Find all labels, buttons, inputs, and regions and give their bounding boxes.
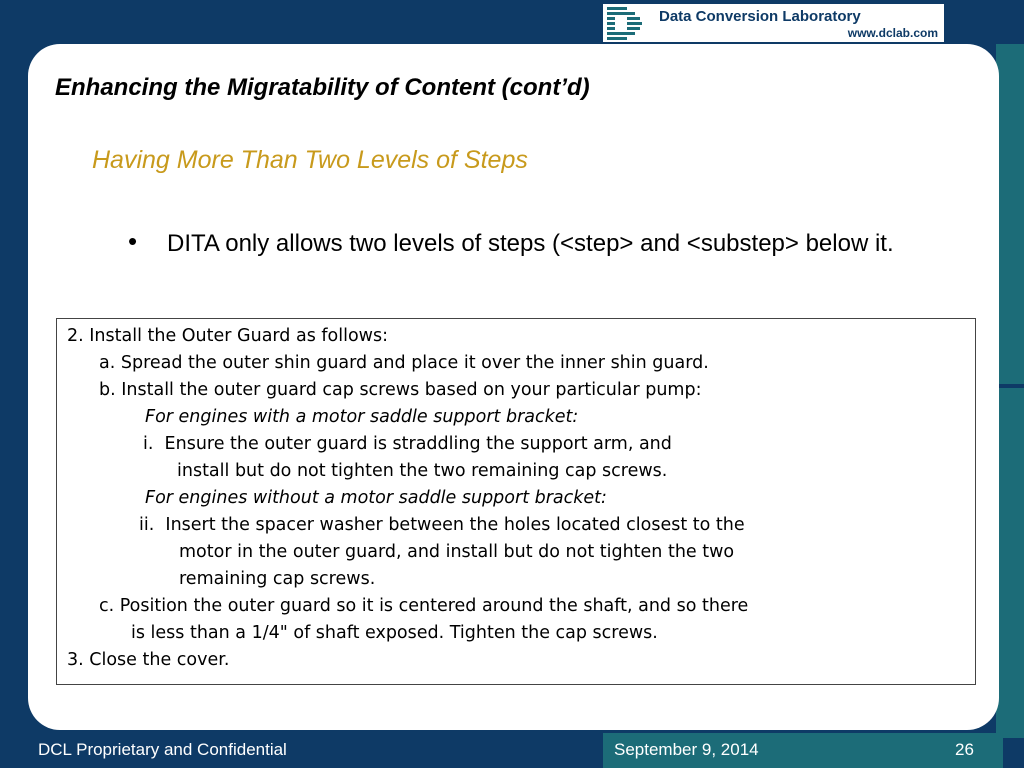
- accent-band-top: [996, 44, 1024, 384]
- slide-subtitle: Having More Than Two Levels of Steps: [92, 146, 528, 174]
- page-number: 26: [955, 740, 974, 759]
- example-line: 3. Close the cover.: [67, 650, 230, 670]
- company-url: www.dclab.com: [847, 26, 938, 40]
- footer-date: September 9, 2014: [614, 740, 759, 759]
- example-line: install but do not tighten the two remaining cap screws.: [177, 461, 668, 481]
- example-line: ii. Insert the spacer washer between the holes located closest to the: [139, 515, 745, 535]
- example-line: For engines without a motor saddle support bracket:: [145, 488, 607, 508]
- company-name: Data Conversion Laboratory: [659, 8, 861, 25]
- footer-confidential: DCL Proprietary and Confidential: [38, 740, 287, 759]
- example-line: a. Spread the outer shin guard and place it over the inner shin guard.: [99, 353, 709, 373]
- example-line: For engines with a motor saddle support bracket:: [145, 407, 579, 427]
- example-line: b. Install the outer guard cap screws based on your particular pump:: [99, 380, 702, 400]
- example-line: 2. Install the Outer Guard as follows:: [67, 326, 388, 346]
- header-logo: [603, 4, 944, 42]
- example-line: c. Position the outer guard so it is centered around the shaft, and so there: [99, 596, 749, 616]
- bullet-marker: •: [128, 226, 138, 256]
- example-line: is less than a 1/4" of shaft exposed. Tighten the cap screws.: [131, 623, 658, 643]
- example-line: motor in the outer guard, and install but do not tighten the two: [179, 542, 735, 562]
- bullet-item: DITA only allows two levels of steps (<step> and <substep> below it.: [167, 230, 894, 257]
- accent-band-bottom: [996, 388, 1024, 738]
- example-line: i. Ensure the outer guard is straddling the support arm, and: [143, 434, 672, 454]
- dcl-logo-icon: [607, 6, 653, 40]
- slide-title: Enhancing the Migratability of Content (cont’d): [55, 74, 590, 101]
- procedure-example: [56, 318, 976, 685]
- example-line: remaining cap screws.: [179, 569, 376, 589]
